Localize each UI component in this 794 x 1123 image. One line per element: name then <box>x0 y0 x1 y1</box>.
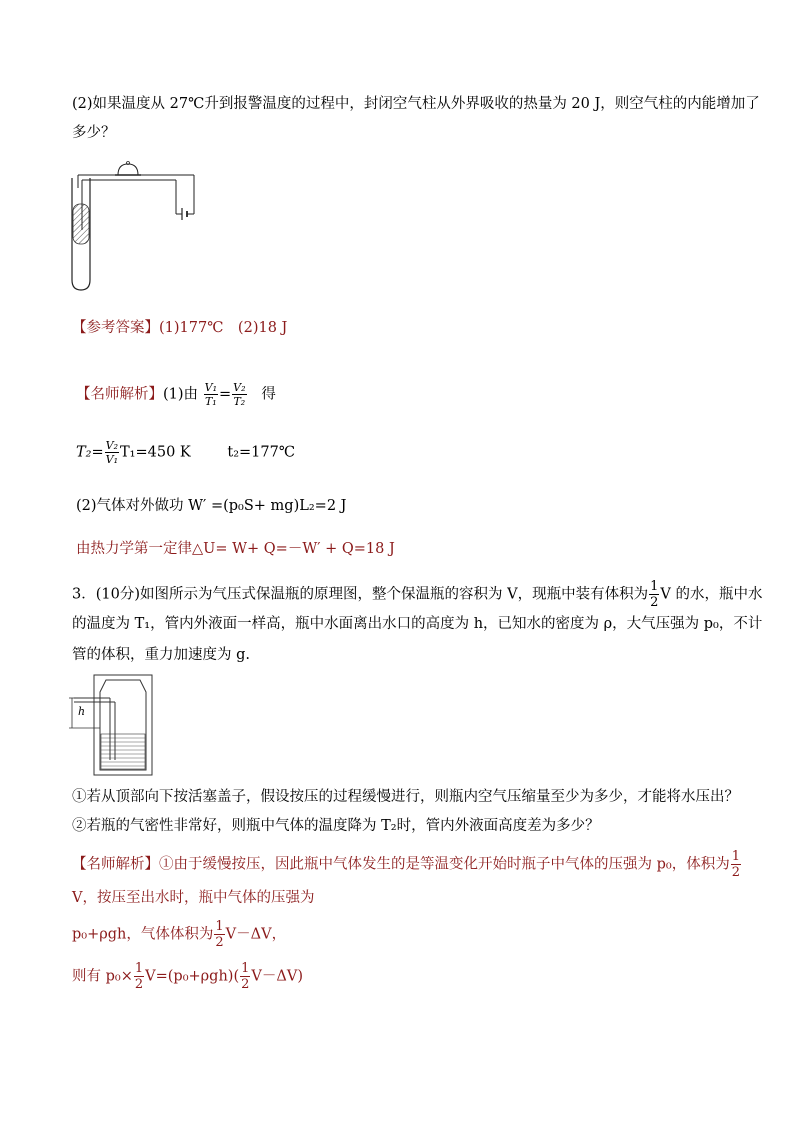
analysis3-line4-b: V=(p₀+ρgh)( <box>145 968 240 985</box>
fraction-v2-t2: $\frac{\text{V₂}}{\text{T₂}}$ <box>233 381 246 408</box>
fraction-half-a3-4: $\frac{1}{2}$ <box>241 961 250 992</box>
q2-line2: 多少？ <box>72 125 116 141</box>
analysis3-line3-a: p₀+ρgh，气体体积为 <box>72 926 214 943</box>
fraction-half-a3-2: $\frac{1}{2}$ <box>215 919 224 950</box>
q3-line1-b: V 的水，瓶中水 <box>660 586 763 603</box>
analysis1-suffix: 得 <box>261 386 276 403</box>
fraction-half-a3-1: $\frac{1}{2}$ <box>731 849 740 880</box>
analysis3-label: 【名师解析】 <box>72 856 159 873</box>
q3-line3: 管的体积，重力加速度为 g. <box>72 647 250 663</box>
thermos-figure <box>66 672 166 778</box>
analysis3-line2: V，按压至出水时，瓶中气体的压强为 <box>72 890 315 906</box>
analysis1-line4: 由热力学第一定律△U= W+ Q=－W′ + Q=18 J <box>76 541 395 557</box>
analysis3-line4 <box>72 962 303 991</box>
q2-line1: (2)如果温度从 27℃升到报警温度的过程中，封闭空气柱从外界吸收的热量为 20 J，则空气柱的内能增加了 <box>72 96 760 112</box>
fraction-half: $\frac{1}{2}$ <box>650 579 659 610</box>
analysis1-line2 <box>76 440 295 465</box>
equals-sign: = <box>219 386 232 403</box>
q3-line2: 的温度为 T₁，管内外液面一样高，瓶中水面离出水口的高度为 h，已知水的密度为 ρ，大气压强为 p₀，不计 <box>72 616 763 632</box>
fraction-half-a3-3: $\frac{1}{2}$ <box>134 961 144 992</box>
analysis1-line3: (2)气体对外做功 W′ =(p₀S+ mg)L₂=2 J <box>76 498 347 514</box>
answer-label: 【参考答案】 <box>72 320 159 336</box>
t2-label: T₂= <box>76 444 104 461</box>
analysis1-label: 【名师解析】 <box>76 386 163 403</box>
q3-sub2: ②若瓶的气密性非常好，则瓶中气体的温度降为 T₂时，管内外液面高度差为多少？ <box>72 818 600 834</box>
alarm-circuit-figure <box>66 160 206 295</box>
analysis3-line3-b: V－ΔV， <box>225 926 287 943</box>
t2-result: T₁=450 K <box>120 444 191 461</box>
analysis3-line1 <box>72 850 742 879</box>
analysis1-line1 <box>76 382 276 407</box>
q3-line1-a: 3．(10分)如图所示为气压式保温瓶的原理图，整个保温瓶的容积为 V，现瓶中装有体积为 <box>72 586 649 603</box>
thermos-h-label: h <box>78 705 86 718</box>
fraction-v1-t1: $\frac{\text{V₁}}{\text{T₁}}$ <box>204 381 218 408</box>
analysis3-line4-a: 则有 p₀× <box>72 968 133 985</box>
analysis1-prefix: (1)由 <box>163 386 199 403</box>
t2-celsius: t₂=177℃ <box>227 444 296 461</box>
answer-block <box>72 316 287 337</box>
q3-sub1: ①若从顶部向下按活塞盖子，假设按压的过程缓慢进行，则瓶内空气压缩量至少为多少，才能将水压出？ <box>72 789 739 805</box>
analysis3-line3 <box>72 920 286 949</box>
fraction-v2-v1: $\frac{\text{V₂}}{\text{V₁}}$ <box>105 439 118 466</box>
analysis3-line1-text: ①由于缓慢按压，因此瓶中气体发生的是等温变化开始时瓶子中气体的压强为 p₀，体积为 <box>159 856 730 873</box>
analysis3-line4-c: V－ΔV) <box>251 968 303 985</box>
answer-text: (1)177℃ (2)18 J <box>159 320 288 336</box>
q3-line1 <box>72 580 762 609</box>
